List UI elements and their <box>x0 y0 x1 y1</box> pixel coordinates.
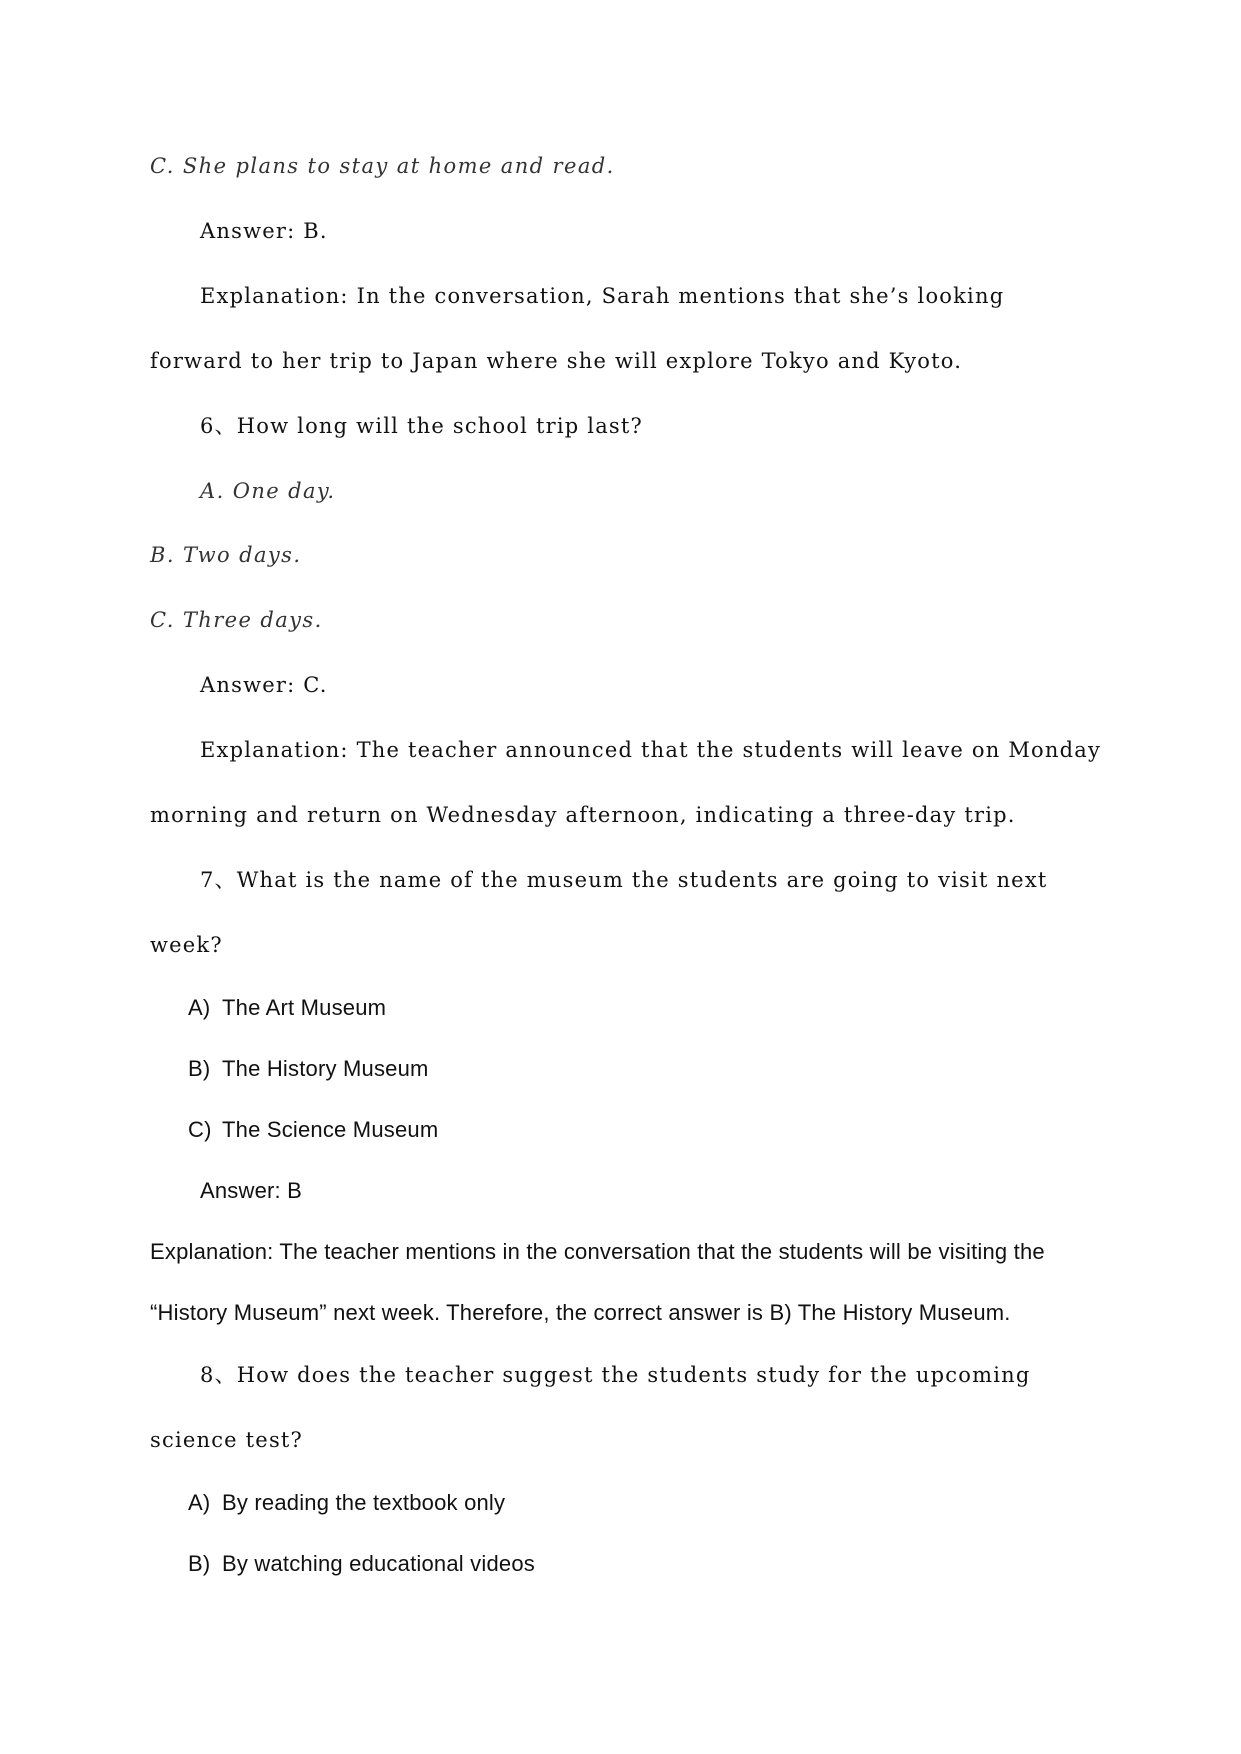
q8-option-b-label: B) <box>188 1551 211 1576</box>
q7-answer: Answer: B <box>200 1178 303 1203</box>
q8-option-a-text: By reading the textbook only <box>222 1490 506 1515</box>
q6-explanation-line1: Explanation: The teacher announced that the students will leave on Monday <box>200 738 1102 762</box>
q8-option-a <box>188 1492 505 1514</box>
q7-question-line2: week? <box>150 933 223 957</box>
q8-option-b-text: By watching educational videos <box>222 1551 535 1576</box>
q7-option-c <box>188 1119 438 1141</box>
q7-option-b <box>188 1058 429 1080</box>
q5-option-c: C. She plans to stay at home and read. <box>150 154 615 178</box>
q6-answer: Answer: C. <box>200 673 328 697</box>
q8-question-line1: 8、How does the teacher suggest the students study for the upcoming <box>200 1363 1031 1387</box>
q7-explanation-line1: Explanation: The teacher mentions in the conversation that the students will be visiting the <box>150 1239 1045 1264</box>
q7-option-b-label: B) <box>188 1056 211 1081</box>
q6-explanation-line2: morning and return on Wednesday afternoon, indicating a three-day trip. <box>150 803 1016 827</box>
q5-explanation-line2: forward to her trip to Japan where she will explore Tokyo and Kyoto. <box>150 349 963 373</box>
q6-option-a: A. One day. <box>200 479 336 503</box>
q6-question: 6、How long will the school trip last? <box>200 414 643 438</box>
q8-option-b <box>188 1553 535 1575</box>
q7-question-line1: 7、What is the name of the museum the students are going to visit next <box>200 868 1048 892</box>
q8-option-a-label: A) <box>188 1490 211 1515</box>
q8-question-line2: science test? <box>150 1428 304 1452</box>
q7-option-a-text: The Art Museum <box>222 995 387 1020</box>
q7-option-c-text: The Science Museum <box>222 1117 439 1142</box>
q7-explanation-line2: “History Museum” next week. Therefore, the correct answer is B) The History Museum. <box>150 1300 1011 1325</box>
q7-option-a-label: A) <box>188 995 211 1020</box>
q6-option-c: C. Three days. <box>150 608 323 632</box>
q5-explanation-line1: Explanation: In the conversation, Sarah mentions that she’s looking <box>200 284 1005 308</box>
q7-option-b-text: The History Museum <box>222 1056 429 1081</box>
q7-option-a <box>188 997 386 1019</box>
q6-option-b: B. Two days. <box>150 543 302 567</box>
q7-option-c-label: C) <box>188 1117 212 1142</box>
q5-answer: Answer: B. <box>200 219 328 243</box>
